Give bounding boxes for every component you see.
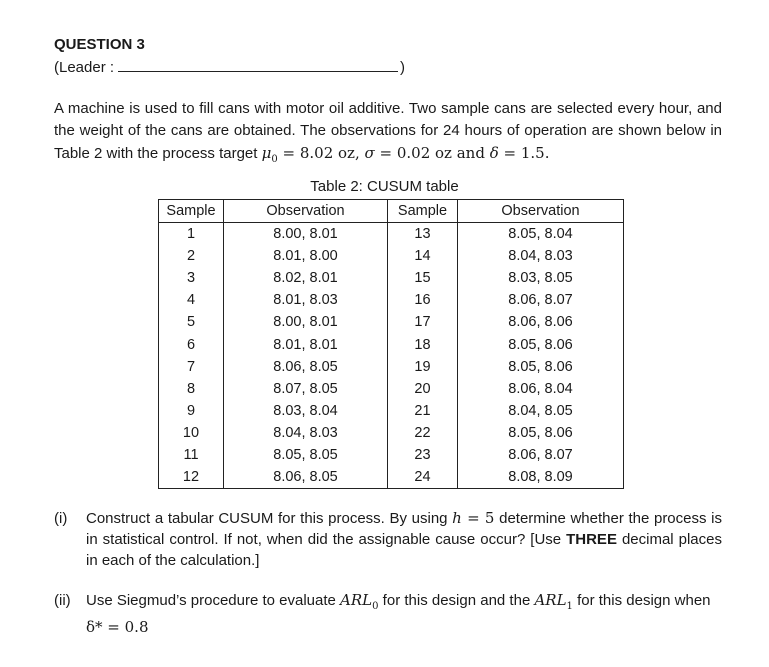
leader-label: (Leader :	[54, 59, 115, 76]
part-i-text	[86, 508, 722, 571]
table-row	[159, 400, 624, 422]
part-ii-text-b: for this design and the	[378, 592, 535, 609]
part-ii-text-a: Use Siegmud’s procedure to evaluate	[86, 592, 341, 609]
cell-observation-left: 8.03, 8.04	[224, 400, 388, 422]
cell-sample-left: 7	[159, 356, 224, 378]
cell-sample-right: 19	[388, 356, 458, 378]
leader-close: )	[400, 59, 406, 76]
table-row	[159, 466, 624, 489]
cusum-table	[158, 199, 624, 489]
cell-observation-right: 8.08, 8.09	[458, 466, 624, 489]
sigma-symbol: σ	[364, 144, 375, 162]
intro-text: A machine is used to fill cans with motor oil additive. Two sample cans are selected every hour, and the weight of the cans are obtained. The observations for 24 hours of operation are shown below in Table 2 with the process target	[54, 100, 722, 162]
cell-sample-right: 16	[388, 289, 458, 311]
table-row	[159, 422, 624, 444]
delta-star: δ* = 0.8	[86, 618, 149, 636]
cell-sample-left: 4	[159, 289, 224, 311]
table-row	[159, 356, 624, 378]
cell-observation-left: 8.01, 8.00	[224, 245, 388, 267]
part-i-text-c: decimal places in each of the calculation.]	[86, 531, 722, 569]
cell-sample-right: 20	[388, 378, 458, 400]
cell-sample-right: 18	[388, 333, 458, 355]
cell-sample-left: 9	[159, 400, 224, 422]
header-sample-1: Sample	[159, 200, 224, 223]
part-i-bold: THREE	[566, 531, 617, 548]
cell-sample-right: 21	[388, 400, 458, 422]
cell-observation-left: 8.04, 8.03	[224, 422, 388, 444]
cell-observation-right: 8.05, 8.06	[458, 422, 624, 444]
cell-sample-right: 23	[388, 444, 458, 466]
part-ii-text	[86, 590, 722, 638]
arl1-symbol: ARL	[534, 591, 567, 609]
part-ii-text-c: for this design when	[572, 592, 711, 609]
arl1-subscript: 1	[566, 601, 573, 612]
cell-observation-right: 8.05, 8.04	[458, 223, 624, 246]
part-ii-label: (ii)	[54, 592, 71, 609]
cell-sample-right: 17	[388, 311, 458, 333]
delta-symbol: δ	[489, 144, 499, 162]
cell-sample-left: 5	[159, 311, 224, 333]
cell-sample-left: 1	[159, 223, 224, 246]
cell-observation-left: 8.05, 8.05	[224, 444, 388, 466]
mu-subscript: 0	[271, 154, 278, 165]
delta-value: = 1.5.	[498, 144, 550, 162]
table-row	[159, 311, 624, 333]
cell-sample-right: 22	[388, 422, 458, 444]
cell-observation-right: 8.05, 8.06	[458, 333, 624, 355]
cell-sample-left: 10	[159, 422, 224, 444]
cell-sample-left: 2	[159, 245, 224, 267]
header-sample-2: Sample	[388, 200, 458, 223]
cell-sample-left: 11	[159, 444, 224, 466]
table-caption: Table 2: CUSUM table	[310, 178, 459, 195]
cell-observation-left: 8.00, 8.01	[224, 311, 388, 333]
cell-sample-right: 24	[388, 466, 458, 489]
arl0-subscript: 0	[372, 601, 379, 612]
cell-observation-right: 8.03, 8.05	[458, 267, 624, 289]
table-body	[159, 223, 624, 489]
table-row	[159, 378, 624, 400]
header-observation-2: Observation	[458, 200, 624, 223]
part-ii	[54, 590, 722, 638]
cell-observation-right: 8.06, 8.06	[458, 311, 624, 333]
cell-observation-left: 8.06, 8.05	[224, 356, 388, 378]
table-row	[159, 333, 624, 355]
arl0-symbol: ARL	[340, 591, 373, 609]
cell-observation-left: 8.07, 8.05	[224, 378, 388, 400]
leader-blank[interactable]	[118, 57, 398, 72]
part-i	[54, 508, 722, 571]
leader-line	[54, 57, 405, 76]
table-row	[159, 223, 624, 246]
part-i-label: (i)	[54, 510, 68, 527]
cell-observation-right: 8.06, 8.07	[458, 444, 624, 466]
cell-observation-left: 8.06, 8.05	[224, 466, 388, 489]
part-i-text-b: determine whether the process is in statistical control. If not, when did the assignable cause occur? [Use	[86, 510, 722, 548]
sigma-value: = 0.02 oz and	[374, 144, 490, 162]
question-title: QUESTION 3	[54, 36, 145, 53]
table-row	[159, 444, 624, 466]
cell-observation-left: 8.01, 8.01	[224, 333, 388, 355]
mu-value: = 8.02 oz,	[277, 144, 365, 162]
table-row	[159, 267, 624, 289]
cell-observation-left: 8.01, 8.03	[224, 289, 388, 311]
cell-observation-right: 8.04, 8.03	[458, 245, 624, 267]
cell-sample-left: 8	[159, 378, 224, 400]
cell-observation-left: 8.02, 8.01	[224, 267, 388, 289]
cell-sample-right: 13	[388, 223, 458, 246]
cell-observation-right: 8.06, 8.04	[458, 378, 624, 400]
h-symbol: h	[452, 509, 462, 527]
cell-observation-right: 8.06, 8.07	[458, 289, 624, 311]
h-value: = 5	[461, 509, 495, 527]
cell-observation-right: 8.04, 8.05	[458, 400, 624, 422]
table-row	[159, 245, 624, 267]
cell-sample-left: 3	[159, 267, 224, 289]
cell-sample-right: 15	[388, 267, 458, 289]
problem-statement	[54, 98, 722, 171]
table-row	[159, 289, 624, 311]
table-header-row	[159, 200, 624, 223]
cell-sample-left: 12	[159, 466, 224, 489]
mu-symbol: μ	[261, 144, 272, 162]
part-i-text-a: Construct a tabular CUSUM for this process. By using	[86, 510, 453, 527]
cell-observation-left: 8.00, 8.01	[224, 223, 388, 246]
cell-observation-right: 8.05, 8.06	[458, 356, 624, 378]
cell-sample-left: 6	[159, 333, 224, 355]
header-observation-1: Observation	[224, 200, 388, 223]
cell-sample-right: 14	[388, 245, 458, 267]
